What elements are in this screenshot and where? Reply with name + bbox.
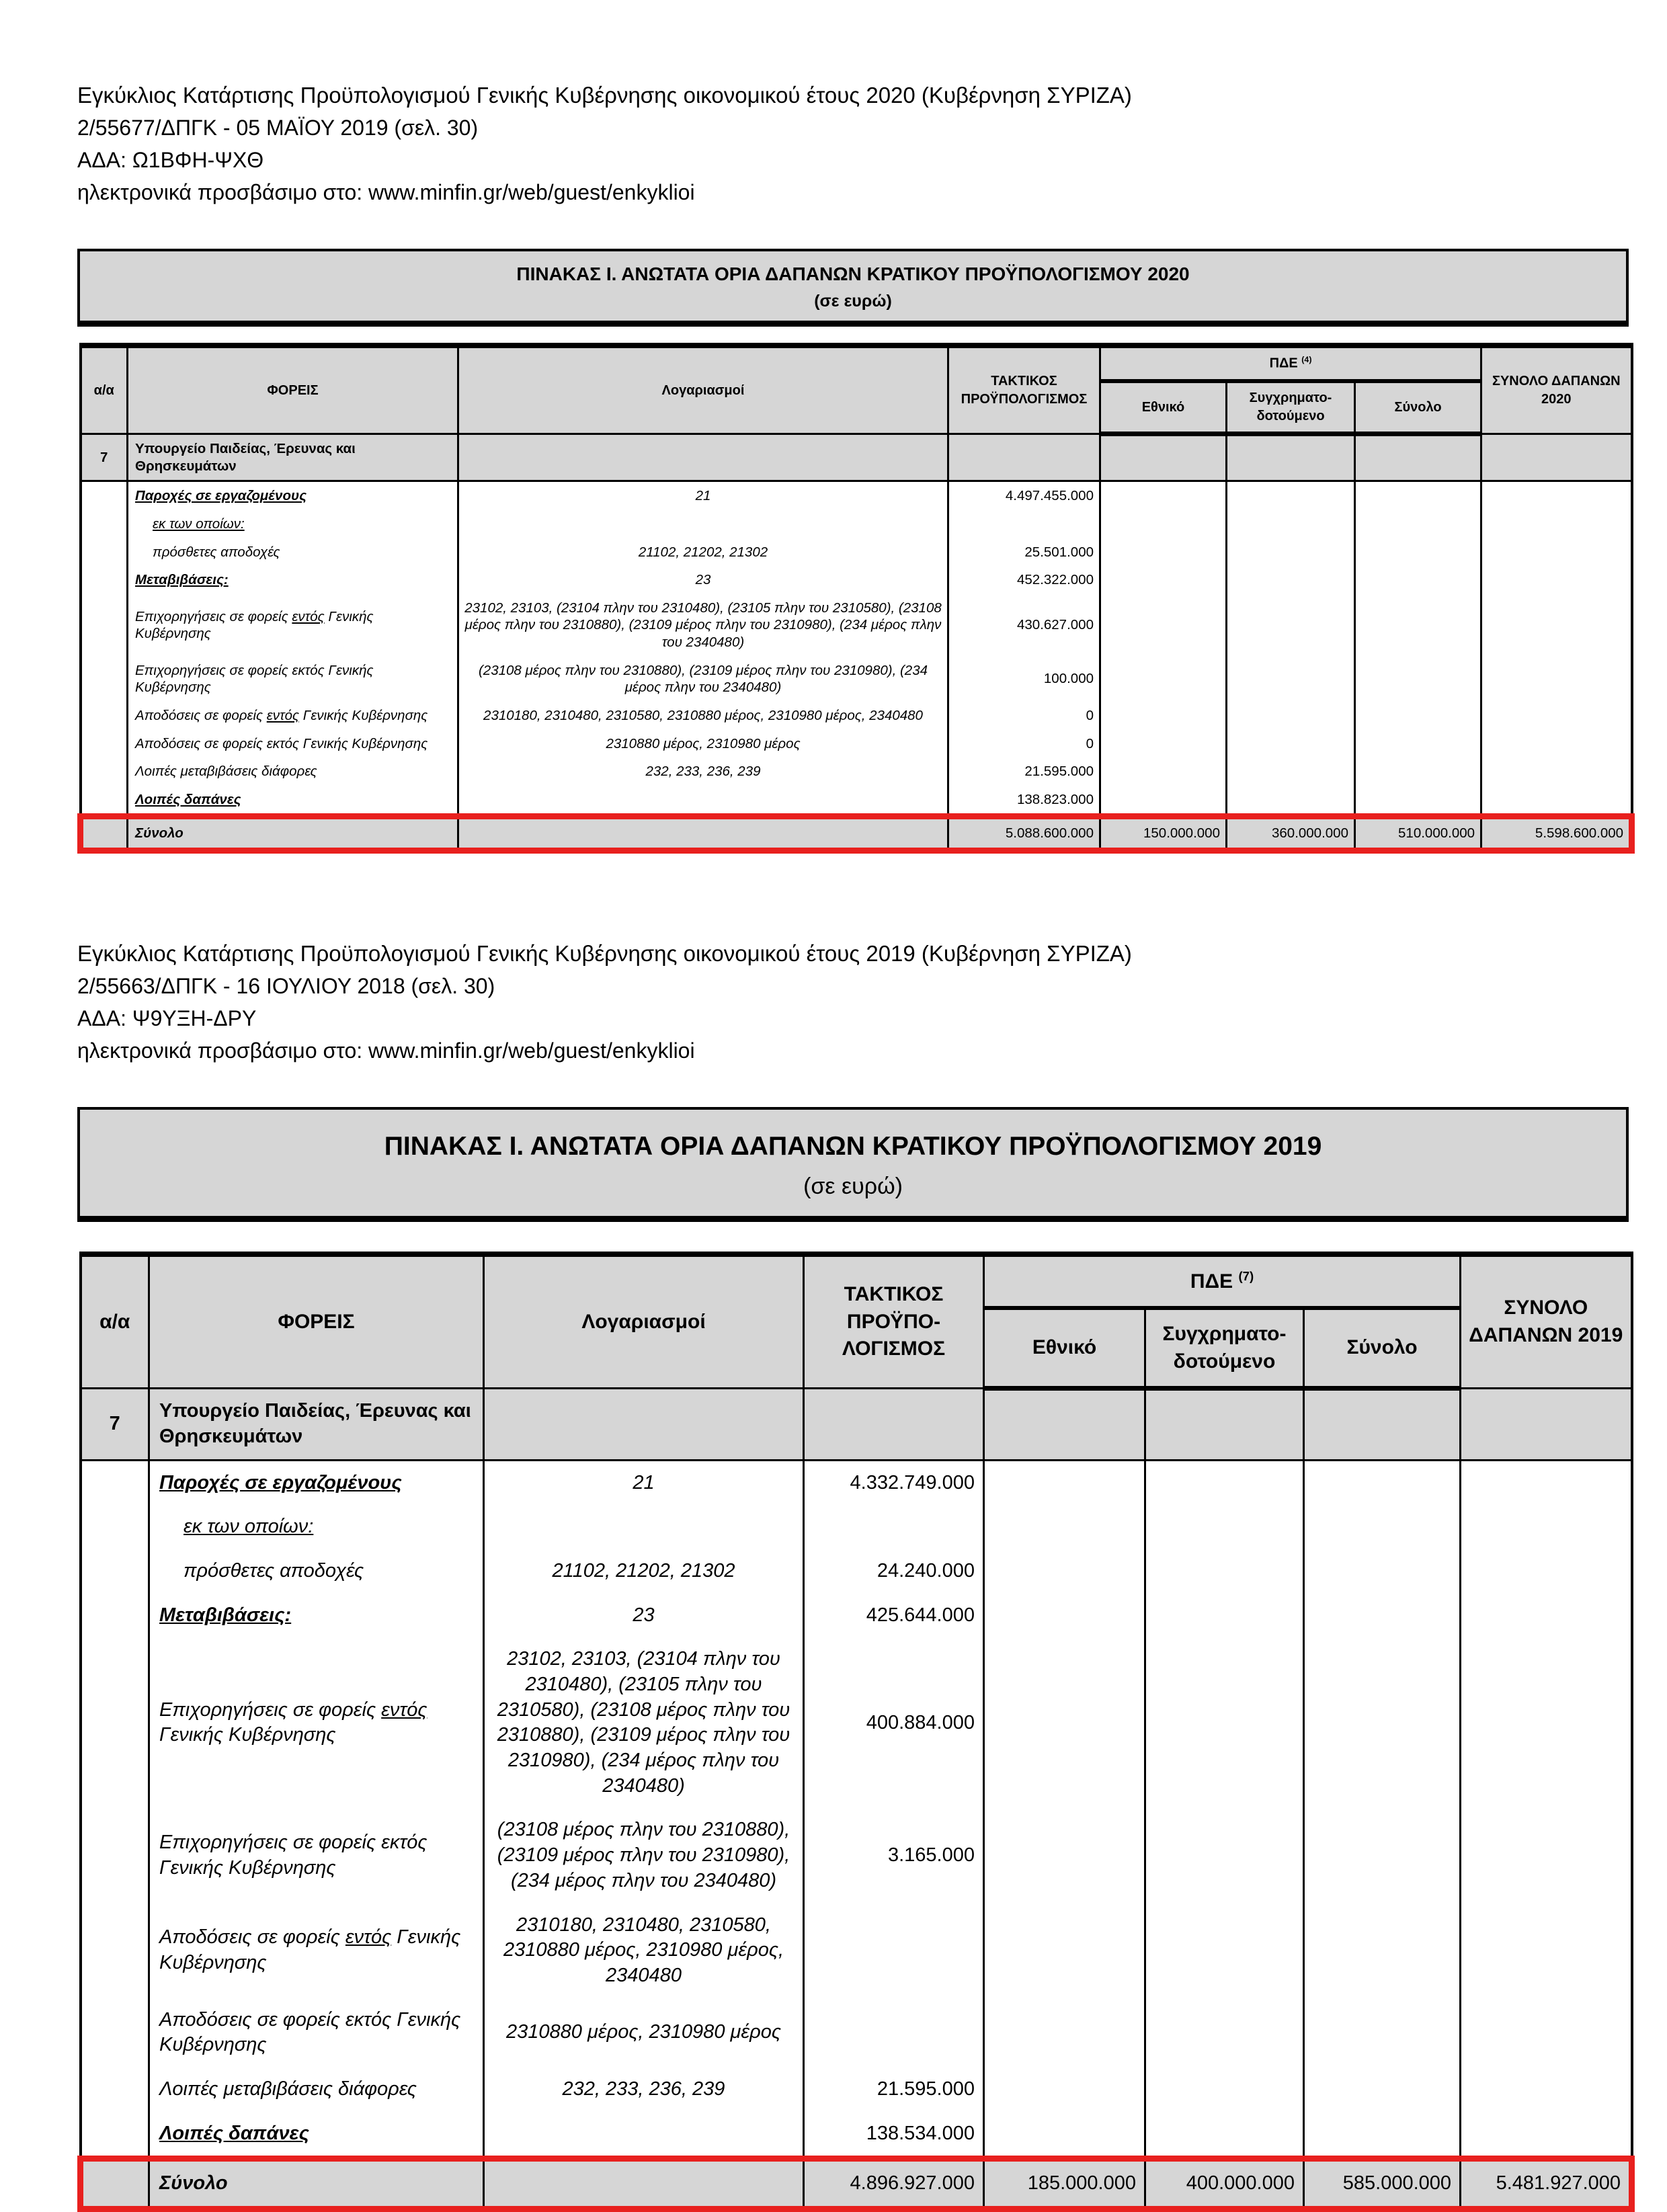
table-row bbox=[81, 538, 1632, 567]
cell-synolo bbox=[1304, 1460, 1461, 1505]
cell-sygxrimatodotoumeno bbox=[1227, 730, 1355, 758]
cell-accounts: 23 bbox=[458, 566, 948, 594]
col-header-sygxrimatodotoumeno: Συγχρηματο-δοτούμενο bbox=[1145, 1308, 1304, 1389]
cell-sygxrimatodotoumeno bbox=[1145, 1637, 1304, 1808]
cell-synolo-dapanon bbox=[1481, 481, 1632, 510]
cell-synolo: 585.000.000 bbox=[1304, 2159, 1461, 2209]
cell-foreas: Λοιπές δαπάνες bbox=[128, 786, 458, 817]
cell-synolo bbox=[1304, 2067, 1461, 2112]
title-gap bbox=[77, 327, 1629, 343]
budget-table-2020 bbox=[77, 249, 1629, 854]
cell-synolo-dapanon bbox=[1461, 1460, 1632, 1505]
cell-taktikos: 4.332.749.000 bbox=[804, 1460, 984, 1505]
cell-synolo bbox=[1355, 657, 1481, 702]
cell-synolo-dapanon bbox=[1461, 2112, 1632, 2159]
cell-synolo-dapanon bbox=[1461, 1808, 1632, 1903]
cell-taktikos: 0 bbox=[948, 730, 1100, 758]
cell-taktikos: 24.240.000 bbox=[804, 1549, 984, 1594]
cell-accounts bbox=[458, 510, 948, 538]
col-header-pde-group bbox=[984, 1254, 1461, 1309]
cell-aa bbox=[81, 1903, 149, 1998]
cell-accounts bbox=[458, 786, 948, 817]
cell-accounts bbox=[484, 1505, 804, 1549]
cell-aa bbox=[81, 730, 128, 758]
cell-aa bbox=[81, 1637, 149, 1808]
cell-sygxrimatodotoumeno bbox=[1145, 2112, 1304, 2159]
cell-foreas: Αποδόσεις σε φορείς εντός Γενικής Κυβέρνησης bbox=[128, 702, 458, 730]
cell-foreas: Λοιπές μεταβιβάσεις διάφορες bbox=[128, 757, 458, 786]
table-row bbox=[81, 1505, 1632, 1549]
cell-synolo-dapanon bbox=[1481, 786, 1632, 817]
cell-synolo-dapanon bbox=[1461, 1549, 1632, 1594]
cell-aa bbox=[81, 566, 128, 594]
cell-taktikos: 400.884.000 bbox=[804, 1637, 984, 1808]
col-header-pde-group bbox=[1100, 345, 1481, 381]
title-gap bbox=[77, 1222, 1629, 1252]
cell-aa bbox=[81, 1505, 149, 1549]
cell-taktikos bbox=[804, 1389, 984, 1460]
cell-sygxrimatodotoumeno bbox=[1145, 1594, 1304, 1638]
cell-synolo bbox=[1355, 434, 1481, 481]
table-row bbox=[81, 2112, 1632, 2159]
cell-taktikos bbox=[948, 434, 1100, 481]
table-row bbox=[81, 730, 1632, 758]
table-row bbox=[81, 757, 1632, 786]
cell-ethniko bbox=[1100, 730, 1227, 758]
table-row bbox=[81, 702, 1632, 730]
cell-synolo-dapanon: 5.598.600.000 bbox=[1481, 817, 1632, 851]
cell-foreas: Παροχές σε εργαζομένους bbox=[128, 481, 458, 510]
cell-synolo-dapanon bbox=[1461, 1998, 1632, 2067]
cell-synolo-dapanon bbox=[1461, 2067, 1632, 2112]
cell-aa bbox=[81, 757, 128, 786]
cell-synolo bbox=[1304, 1549, 1461, 1594]
table-row bbox=[81, 1594, 1632, 1638]
cell-synolo bbox=[1304, 1903, 1461, 1998]
cell-foreas: εκ των οποίων: bbox=[128, 510, 458, 538]
cell-synolo-dapanon bbox=[1481, 657, 1632, 702]
pde-footnote-marker: (4) bbox=[1301, 355, 1312, 365]
table-row bbox=[81, 1903, 1632, 1998]
cell-taktikos: 5.088.600.000 bbox=[948, 817, 1100, 851]
cell-synolo-dapanon bbox=[1461, 1505, 1632, 1549]
table-row bbox=[81, 434, 1632, 481]
cell-sygxrimatodotoumeno bbox=[1227, 510, 1355, 538]
cell-accounts: 21 bbox=[484, 1460, 804, 1505]
cell-ethniko bbox=[1100, 702, 1227, 730]
circular-ada: ΑΔΑ: Ψ9ΥΞΗ-ΔΡΥ bbox=[77, 1006, 257, 1031]
cell-sygxrimatodotoumeno bbox=[1145, 1903, 1304, 1998]
cell-aa bbox=[81, 817, 128, 851]
cell-sygxrimatodotoumeno bbox=[1227, 657, 1355, 702]
cell-synolo-dapanon bbox=[1481, 510, 1632, 538]
col-header-sygxrimatodotoumeno: Συγχρηματο-δοτούμενο bbox=[1227, 381, 1355, 434]
cell-taktikos: 4.896.927.000 bbox=[804, 2159, 984, 2209]
col-header-foreis: ΦΟΡΕΙΣ bbox=[149, 1254, 484, 1389]
cell-synolo-dapanon bbox=[1481, 757, 1632, 786]
budget-table-2019-grid bbox=[77, 1252, 1635, 2212]
cell-taktikos: 452.322.000 bbox=[948, 566, 1100, 594]
cell-foreas: Υπουργείο Παιδείας, Έρευνας και Θρησκευμάτων bbox=[149, 1389, 484, 1460]
circular-2020-section bbox=[77, 79, 1667, 854]
cell-accounts bbox=[484, 1389, 804, 1460]
cell-accounts: 21102, 21202, 21302 bbox=[484, 1549, 804, 1594]
cell-synolo-dapanon bbox=[1461, 1903, 1632, 1998]
table-title: ΠΙΝΑΚΑΣ Ι. ΑΝΩΤΑΤΑ ΟΡΙΑ ΔΑΠΑΝΩΝ ΚΡΑΤΙΚΟΥ ΠΡΟΫΠΟΛΟΓΙΣΜΟΥ 2019 bbox=[384, 1132, 1322, 1161]
cell-accounts: 232, 233, 236, 239 bbox=[458, 757, 948, 786]
pde-footnote-marker: (7) bbox=[1238, 1268, 1254, 1283]
col-header-logariasmi: Λογαριασμοί bbox=[458, 345, 948, 434]
cell-taktikos: 21.595.000 bbox=[948, 757, 1100, 786]
circular-2020-header bbox=[77, 79, 1630, 208]
cell-sygxrimatodotoumeno bbox=[1227, 786, 1355, 817]
cell-ethniko bbox=[984, 1903, 1145, 1998]
cell-synolo bbox=[1304, 1389, 1461, 1460]
cell-foreas: Αποδόσεις σε φορείς εντός Γενικής Κυβέρνησης bbox=[149, 1903, 484, 1998]
cell-ethniko bbox=[1100, 538, 1227, 567]
cell-taktikos: 3.165.000 bbox=[804, 1808, 984, 1903]
table-title-box bbox=[77, 249, 1629, 327]
cell-aa bbox=[81, 594, 128, 657]
cell-synolo bbox=[1304, 1505, 1461, 1549]
table-subtitle: (σε ευρώ) bbox=[803, 1173, 903, 1199]
cell-taktikos: 430.627.000 bbox=[948, 594, 1100, 657]
cell-accounts: 23 bbox=[484, 1594, 804, 1638]
table-title-box bbox=[77, 1107, 1629, 1222]
circular-reference: 2/55663/ΔΠΓΚ - 16 ΙΟΥΛΙΟΥ 2018 (σελ. 30) bbox=[77, 974, 495, 999]
cell-foreas: Σύνολο bbox=[128, 817, 458, 851]
cell-aa bbox=[81, 1998, 149, 2067]
cell-synolo bbox=[1355, 594, 1481, 657]
circular-ada: ΑΔΑ: Ω1ΒΦΗ-ΨΧΘ bbox=[77, 148, 264, 172]
cell-aa: 7 bbox=[81, 434, 128, 481]
col-header-synolo-dapanon: ΣΥΝΟΛΟ ΔΑΠΑΝΩΝ 2020 bbox=[1481, 345, 1632, 434]
table-row bbox=[81, 566, 1632, 594]
cell-aa bbox=[81, 2112, 149, 2159]
cell-ethniko bbox=[984, 1808, 1145, 1903]
cell-taktikos bbox=[804, 1998, 984, 2067]
col-header-foreis: ΦΟΡΕΙΣ bbox=[128, 345, 458, 434]
cell-sygxrimatodotoumeno: 360.000.000 bbox=[1227, 817, 1355, 851]
cell-synolo bbox=[1304, 1637, 1461, 1808]
cell-synolo-dapanon bbox=[1461, 1594, 1632, 1638]
cell-accounts: 23102, 23103, (23104 πλην του 2310480), (23105 πλην του 2310580), (23108 μέρος πλην του 2310880), (23109 μέρος πλην του 2310980), (234 μέρος πλην του 2340480) bbox=[484, 1637, 804, 1808]
cell-taktikos bbox=[948, 510, 1100, 538]
cell-taktikos: 0 bbox=[948, 702, 1100, 730]
cell-taktikos bbox=[804, 1903, 984, 1998]
cell-ethniko bbox=[984, 1460, 1145, 1505]
table-row bbox=[81, 1460, 1632, 1505]
cell-synolo-dapanon bbox=[1481, 730, 1632, 758]
cell-synolo bbox=[1355, 566, 1481, 594]
cell-taktikos: 138.823.000 bbox=[948, 786, 1100, 817]
cell-synolo bbox=[1355, 481, 1481, 510]
cell-foreas: Σύνολο bbox=[149, 2159, 484, 2209]
cell-accounts: 2310880 μέρος, 2310980 μέρος bbox=[484, 1998, 804, 2067]
circular-2019-header bbox=[77, 938, 1630, 1067]
cell-ethniko bbox=[984, 1549, 1145, 1594]
pde-label: ΠΔΕ bbox=[1269, 356, 1298, 372]
cell-accounts: (23108 μέρος πλην του 2310880), (23109 μέρος πλην του 2310980), (234 μέρος πλην του 2340480) bbox=[484, 1808, 804, 1903]
cell-aa bbox=[81, 481, 128, 510]
cell-accounts bbox=[484, 2159, 804, 2209]
cell-synolo-dapanon bbox=[1481, 566, 1632, 594]
cell-ethniko bbox=[984, 1594, 1145, 1638]
cell-ethniko bbox=[1100, 566, 1227, 594]
total-row bbox=[81, 2159, 1632, 2209]
cell-synolo bbox=[1355, 757, 1481, 786]
cell-synolo-dapanon bbox=[1481, 538, 1632, 567]
total-row bbox=[81, 817, 1632, 851]
cell-aa bbox=[81, 538, 128, 567]
cell-taktikos: 425.644.000 bbox=[804, 1594, 984, 1638]
cell-foreas: Υπουργείο Παιδείας, Έρευνας και Θρησκευμάτων bbox=[128, 434, 458, 481]
table-subtitle: (σε ευρώ) bbox=[814, 292, 892, 311]
cell-synolo-dapanon bbox=[1481, 702, 1632, 730]
cell-ethniko: 185.000.000 bbox=[984, 2159, 1145, 2209]
col-header-ethniko: Εθνικό bbox=[984, 1308, 1145, 1389]
cell-accounts bbox=[484, 2112, 804, 2159]
cell-sygxrimatodotoumeno bbox=[1227, 702, 1355, 730]
table-row bbox=[81, 481, 1632, 510]
cell-foreas: Επιχορηγήσεις σε φορείς εντός Γενικής Κυβέρνησης bbox=[128, 594, 458, 657]
col-header-aa: α/α bbox=[81, 1254, 149, 1389]
col-header-taktikos: ΤΑΚΤΙΚΟΣ ΠΡΟΫΠΟ-ΛΟΓΙΣΜΟΣ bbox=[804, 1254, 984, 1389]
table-row bbox=[81, 2067, 1632, 2112]
cell-aa bbox=[81, 1808, 149, 1903]
cell-sygxrimatodotoumeno bbox=[1145, 2067, 1304, 2112]
cell-taktikos: 25.501.000 bbox=[948, 538, 1100, 567]
cell-aa bbox=[81, 657, 128, 702]
cell-aa bbox=[81, 1594, 149, 1638]
cell-synolo bbox=[1355, 786, 1481, 817]
table-row bbox=[81, 1998, 1632, 2067]
cell-sygxrimatodotoumeno bbox=[1145, 1389, 1304, 1460]
col-header-synolo-dapanon: ΣΥΝΟΛΟ ΔΑΠΑΝΩΝ 2019 bbox=[1461, 1254, 1632, 1389]
cell-accounts: 21 bbox=[458, 481, 948, 510]
circular-title: Εγκύκλιος Κατάρτισης Προϋπολογισμού Γενικής Κυβέρνησης οικονομικού έτους 2019 (Κυβέρνηση ΣΥΡΙΖΑ) bbox=[77, 941, 1132, 967]
cell-synolo bbox=[1355, 510, 1481, 538]
cell-foreas: Λοιπές μεταβιβάσεις διάφορες bbox=[149, 2067, 484, 2112]
cell-accounts: 232, 233, 236, 239 bbox=[484, 2067, 804, 2112]
cell-foreas: Επιχορηγήσεις σε φορείς εκτός Γενικής Κυβέρνησης bbox=[149, 1808, 484, 1903]
cell-accounts: 2310180, 2310480, 2310580, 2310880 μέρος, 2310980 μέρος, 2340480 bbox=[484, 1903, 804, 1998]
cell-ethniko bbox=[984, 1505, 1145, 1549]
cell-foreas: πρόσθετες αποδοχές bbox=[128, 538, 458, 567]
cell-sygxrimatodotoumeno bbox=[1227, 594, 1355, 657]
circular-access-note: ηλεκτρονικά προσβάσιμο στο: www.minfin.gr/web/guest/enkyklioi bbox=[77, 1038, 695, 1063]
cell-aa bbox=[81, 702, 128, 730]
cell-sygxrimatodotoumeno bbox=[1227, 434, 1355, 481]
cell-accounts bbox=[458, 817, 948, 851]
cell-ethniko bbox=[1100, 510, 1227, 538]
cell-aa bbox=[81, 510, 128, 538]
col-header-ethniko: Εθνικό bbox=[1100, 381, 1227, 434]
table-row bbox=[81, 786, 1632, 817]
circular-reference: 2/55677/ΔΠΓΚ - 05 ΜΑΪΟΥ 2019 (σελ. 30) bbox=[77, 116, 479, 140]
cell-accounts: 21102, 21202, 21302 bbox=[458, 538, 948, 567]
col-header-aa: α/α bbox=[81, 345, 128, 434]
cell-ethniko bbox=[984, 1637, 1145, 1808]
cell-taktikos bbox=[804, 1505, 984, 1549]
cell-sygxrimatodotoumeno bbox=[1227, 538, 1355, 567]
table-row bbox=[81, 1549, 1632, 1594]
cell-ethniko bbox=[984, 1998, 1145, 2067]
cell-synolo-dapanon bbox=[1461, 1389, 1632, 1460]
cell-accounts: (23108 μέρος πλην του 2310880), (23109 μέρος πλην του 2310980), (234 μέρος πλην του 2340480) bbox=[458, 657, 948, 702]
cell-ethniko bbox=[1100, 757, 1227, 786]
cell-foreas: Αποδόσεις σε φορείς εκτός Γενικής Κυβέρνησης bbox=[149, 1998, 484, 2067]
cell-synolo-dapanon bbox=[1481, 594, 1632, 657]
cell-foreas: Παροχές σε εργαζομένους bbox=[149, 1460, 484, 1505]
cell-synolo bbox=[1355, 730, 1481, 758]
table-row bbox=[81, 510, 1632, 538]
cell-ethniko bbox=[1100, 594, 1227, 657]
cell-foreas: εκ των οποίων: bbox=[149, 1505, 484, 1549]
col-header-taktikos: ΤΑΚΤΙΚΟΣ ΠΡΟΫΠΟΛΟΓΙΣΜΟΣ bbox=[948, 345, 1100, 434]
cell-synolo-dapanon bbox=[1481, 434, 1632, 481]
cell-aa bbox=[81, 1460, 149, 1505]
cell-accounts: 2310880 μέρος, 2310980 μέρος bbox=[458, 730, 948, 758]
cell-sygxrimatodotoumeno bbox=[1227, 757, 1355, 786]
cell-taktikos: 21.595.000 bbox=[804, 2067, 984, 2112]
cell-synolo-dapanon: 5.481.927.000 bbox=[1461, 2159, 1632, 2209]
cell-foreas: Αποδόσεις σε φορείς εκτός Γενικής Κυβέρνησης bbox=[128, 730, 458, 758]
circular-title: Εγκύκλιος Κατάρτισης Προϋπολογισμού Γενικής Κυβέρνησης οικονομικού έτους 2020 (Κυβέρνηση ΣΥΡΙΖΑ) bbox=[77, 83, 1132, 108]
col-header-synolo: Σύνολο bbox=[1355, 381, 1481, 434]
cell-foreas: Λοιπές δαπάνες bbox=[149, 2112, 484, 2159]
table-row bbox=[81, 594, 1632, 657]
col-header-synolo: Σύνολο bbox=[1304, 1308, 1461, 1389]
cell-aa bbox=[81, 2159, 149, 2209]
budget-table-2020-grid bbox=[77, 343, 1635, 854]
cell-sygxrimatodotoumeno bbox=[1145, 1460, 1304, 1505]
cell-foreas: Επιχορηγήσεις σε φορείς εντός Γενικής Κυβέρνησης bbox=[149, 1637, 484, 1808]
table-row bbox=[81, 1808, 1632, 1903]
pde-label: ΠΔΕ bbox=[1190, 1270, 1233, 1293]
cell-ethniko bbox=[984, 2067, 1145, 2112]
cell-taktikos: 4.497.455.000 bbox=[948, 481, 1100, 510]
cell-sygxrimatodotoumeno bbox=[1145, 1549, 1304, 1594]
cell-synolo bbox=[1304, 1998, 1461, 2067]
cell-ethniko bbox=[984, 1389, 1145, 1460]
col-header-logariasmi: Λογαριασμοί bbox=[484, 1254, 804, 1389]
cell-aa: 7 bbox=[81, 1389, 149, 1460]
table-row bbox=[81, 1637, 1632, 1808]
table-row bbox=[81, 1389, 1632, 1460]
cell-synolo: 510.000.000 bbox=[1355, 817, 1481, 851]
cell-accounts bbox=[458, 434, 948, 481]
cell-ethniko bbox=[1100, 481, 1227, 510]
cell-aa bbox=[81, 2067, 149, 2112]
circular-2019-section bbox=[77, 938, 1667, 2212]
budget-table-2019 bbox=[77, 1107, 1629, 2212]
cell-sygxrimatodotoumeno bbox=[1227, 566, 1355, 594]
cell-foreas: Επιχορηγήσεις σε φορείς εκτός Γενικής Κυβέρνησης bbox=[128, 657, 458, 702]
cell-aa bbox=[81, 1549, 149, 1594]
cell-sygxrimatodotoumeno bbox=[1145, 1505, 1304, 1549]
cell-synolo bbox=[1355, 702, 1481, 730]
circular-access-note: ηλεκτρονικά προσβάσιμο στο: www.minfin.gr/web/guest/enkyklioi bbox=[77, 180, 695, 204]
cell-sygxrimatodotoumeno bbox=[1145, 1998, 1304, 2067]
cell-ethniko bbox=[1100, 434, 1227, 481]
table-row bbox=[81, 657, 1632, 702]
cell-ethniko bbox=[984, 2112, 1145, 2159]
cell-foreas: πρόσθετες αποδοχές bbox=[149, 1549, 484, 1594]
cell-sygxrimatodotoumeno: 400.000.000 bbox=[1145, 2159, 1304, 2209]
cell-sygxrimatodotoumeno bbox=[1145, 1808, 1304, 1903]
cell-accounts: 2310180, 2310480, 2310580, 2310880 μέρος, 2310980 μέρος, 2340480 bbox=[458, 702, 948, 730]
cell-taktikos: 138.534.000 bbox=[804, 2112, 984, 2159]
cell-synolo bbox=[1355, 538, 1481, 567]
cell-taktikos: 100.000 bbox=[948, 657, 1100, 702]
cell-sygxrimatodotoumeno bbox=[1227, 481, 1355, 510]
cell-synolo-dapanon bbox=[1461, 1637, 1632, 1808]
cell-foreas: Μεταβιβάσεις: bbox=[128, 566, 458, 594]
cell-aa bbox=[81, 786, 128, 817]
cell-synolo bbox=[1304, 1594, 1461, 1638]
cell-foreas: Μεταβιβάσεις: bbox=[149, 1594, 484, 1638]
cell-ethniko bbox=[1100, 657, 1227, 702]
cell-synolo bbox=[1304, 2112, 1461, 2159]
cell-accounts: 23102, 23103, (23104 πλην του 2310480), (23105 πλην του 2310580), (23108 μέρος πλην του 2310880), (23109 μέρος πλην του 2310980), (234 μέρος πλην του 2340480) bbox=[458, 594, 948, 657]
table-title: ΠΙΝΑΚΑΣ Ι. ΑΝΩΤΑΤΑ ΟΡΙΑ ΔΑΠΑΝΩΝ ΚΡΑΤΙΚΟΥ ΠΡΟΫΠΟΛΟΓΙΣΜΟΥ 2020 bbox=[516, 263, 1190, 284]
cell-synolo bbox=[1304, 1808, 1461, 1903]
cell-ethniko: 150.000.000 bbox=[1100, 817, 1227, 851]
cell-ethniko bbox=[1100, 786, 1227, 817]
